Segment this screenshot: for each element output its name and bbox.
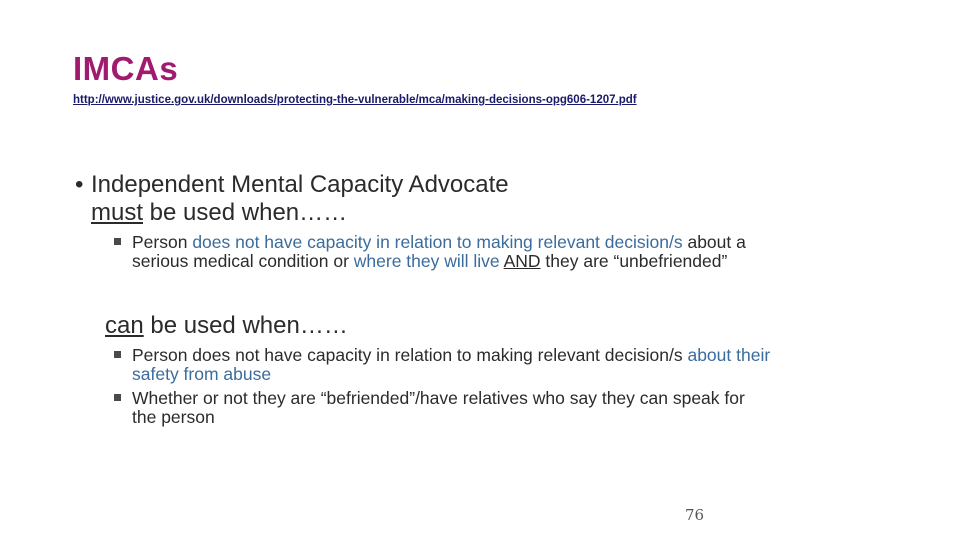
must-sub-part4: where they will live xyxy=(353,251,500,271)
can-sub-bullet-2 xyxy=(114,389,772,427)
can-line-rest: be used when…… xyxy=(143,312,348,339)
square-bullet-icon xyxy=(114,238,121,245)
must-sub-part2: does not have capacity in relation to making relevant decision/s xyxy=(192,232,683,252)
must-word: must xyxy=(91,199,144,226)
can-sub-bullet-2-text: Whether or not they are “befriended”/have relatives who say they can speak for the person xyxy=(132,388,745,427)
bullet-dot-icon: • xyxy=(75,171,84,198)
main-bullet-line2 xyxy=(75,199,509,227)
can-word: can xyxy=(105,312,144,339)
reference-link[interactable]: http://www.justice.gov.uk/downloads/protecting-the-vulnerable/mca/making-decisions-opg606-1207.pdf xyxy=(73,94,637,106)
can-sub-bullet-1-text xyxy=(132,346,772,384)
can-line xyxy=(105,312,348,340)
main-bullet xyxy=(75,171,509,227)
must-sub-part1: Person xyxy=(132,232,193,252)
must-sub-part3: about a serious medical condition or xyxy=(132,232,746,271)
main-bullet-line2-rest: be used when…… xyxy=(143,199,348,226)
must-sub-part6: they are “unbefriended” xyxy=(540,251,728,271)
main-bullet-line1: Independent Mental Capacity Advocate xyxy=(91,171,509,198)
and-word: AND xyxy=(503,251,541,271)
can-sub-bullet-1 xyxy=(114,346,772,384)
square-bullet-icon xyxy=(114,394,121,401)
can-sub1-part2: about their safety from abuse xyxy=(132,345,771,384)
slide-title: IMCAs xyxy=(73,50,179,87)
page-number: 76 xyxy=(685,506,705,524)
can-sub1-part1: Person does not have capacity in relation to making relevant decision/s xyxy=(132,345,688,365)
square-bullet-icon xyxy=(114,351,121,358)
must-sub-bullet xyxy=(114,233,772,271)
must-sub-bullet-text xyxy=(132,233,772,271)
